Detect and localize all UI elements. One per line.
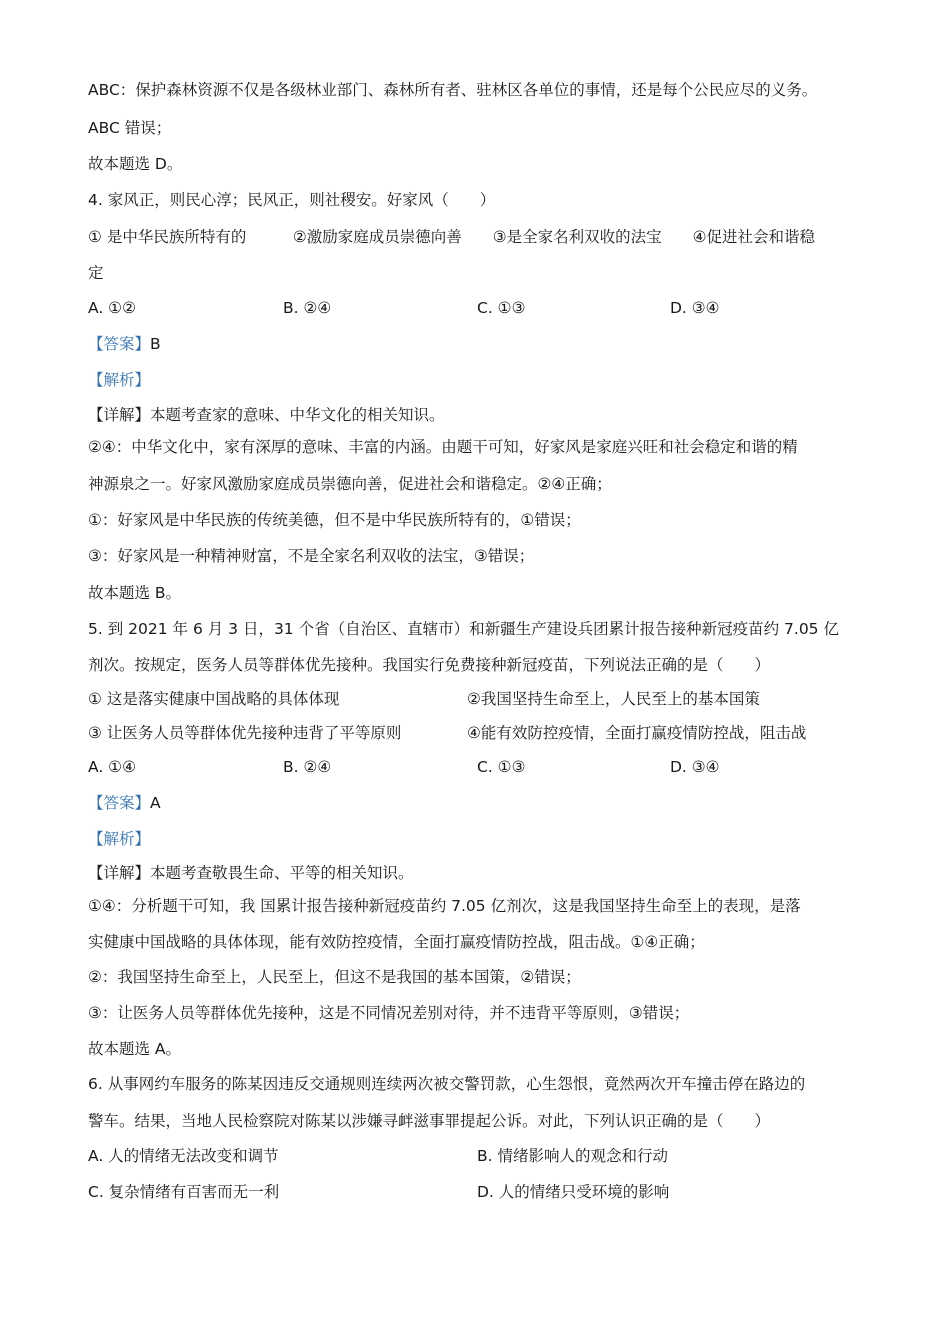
q4-conclusion: 故本题选 B。 xyxy=(88,584,182,602)
q4-explanation-2: ①：好家风是中华民族的传统美德，但不是中华民族所特有的，①错误； xyxy=(88,511,581,529)
answer-value: A xyxy=(150,794,161,812)
answer-tag: 【答案】 xyxy=(88,794,151,812)
q6-stem-cont: 警车。结果，当地人民检察院对陈某以涉嫌寻衅滋事罪提起公诉。对此，下列认识正确的是（ ） xyxy=(88,1112,771,1130)
detail-tag: 【详解】 xyxy=(88,406,151,424)
q5-explanation-1: ①④：分析题干可知，我 国累计报告接种新冠疫苗约 7.05 亿剂次，这是我国坚持生命至上的表现，是落 xyxy=(88,897,801,915)
q4-analysis-tag: 【解析】 xyxy=(88,371,151,389)
detail-text: 本题考查敬畏生命、平等的相关知识。 xyxy=(150,864,414,882)
q3-explanation: ABC：保护森林资源不仅是各级林业部门、森林所有者、驻林区各单位的事情，还是每个公民应尽的义务。 xyxy=(88,81,818,99)
q4-option-a: A. ①② xyxy=(88,299,136,317)
q6-option-c: C. 复杂情绪有百害而无一利 xyxy=(88,1183,280,1201)
q4-stem: 4. 家风正，则民心淳；民风正，则社稷安。好家风（ ） xyxy=(88,191,496,209)
q4-option-d: D. ③④ xyxy=(670,299,720,317)
q5-explanation-2: ②：我国坚持生命至上，人民至上，但这不是我国的基本国策，②错误； xyxy=(88,968,581,986)
q6-option-b: B. 情绪影响人的观念和行动 xyxy=(477,1147,668,1165)
q5-analysis-tag: 【解析】 xyxy=(88,830,151,848)
q5-answer xyxy=(88,792,161,814)
q5-item-1: ① 这是落实健康中国战略的具体体现 xyxy=(88,690,340,708)
q4-items: ① 是中华民族所特有的 ②激励家庭成员崇德向善 ③是全家名利双收的法宝 ④促进社会和谐稳 xyxy=(88,228,816,246)
q5-option-c: C. ①③ xyxy=(477,758,526,776)
q6-stem: 6. 从事网约车服务的陈某因违反交通规则连续两次被交警罚款，心生怨恨，竟然两次开车撞击停在路边的 xyxy=(88,1075,806,1093)
q5-item-3: ③ 让医务人员等群体优先接种违背了平等原则 xyxy=(88,724,402,742)
q5-item-4: ④能有效防控疫情，全面打赢疫情防控战，阻击战 xyxy=(467,724,807,742)
q4-explanation-1: ②④：中华文化中，家有深厚的意味、丰富的内涵。由题干可知，好家风是家庭兴旺和社会稳定和谐的精 xyxy=(88,438,798,456)
q4-items-cont: 定 xyxy=(88,264,104,282)
q5-explanation-3: ③：让医务人员等群体优先接种，这是不同情况差别对待，并不违背平等原则，③错误； xyxy=(88,1004,690,1022)
q5-item-2: ②我国坚持生命至上，人民至上的基本国策 xyxy=(467,690,760,708)
q5-option-d: D. ③④ xyxy=(670,758,720,776)
q5-option-a: A. ①④ xyxy=(88,758,136,776)
q4-answer xyxy=(88,333,161,355)
detail-tag: 【详解】 xyxy=(88,864,151,882)
q5-conclusion: 故本题选 A。 xyxy=(88,1040,182,1058)
q4-option-b: B. ②④ xyxy=(283,299,332,317)
q4-option-c: C. ①③ xyxy=(477,299,526,317)
q4-explanation-3: ③：好家风是一种精神财富，不是全家名利双收的法宝，③错误； xyxy=(88,547,535,565)
q5-explanation-1-cont: 实健康中国战略的具体体现，能有效防控疫情，全面打赢疫情防控战，阻击战。①④正确； xyxy=(88,933,705,951)
q5-stem: 5. 到 2021 年 6 月 3 日，31 个省（自治区、直辖市）和新疆生产建设兵团累计报告接种新冠疫苗约 7.05 亿 xyxy=(88,620,839,638)
q6-option-d: D. 人的情绪只受环境的影响 xyxy=(477,1183,670,1201)
q5-stem-cont: 剂次。按规定，医务人员等群体优先接种。我国实行免费接种新冠疫苗，下列说法正确的是（ ） xyxy=(88,656,771,674)
q6-option-a: A. 人的情绪无法改变和调节 xyxy=(88,1147,279,1165)
detail-text: 本题考查家的意味、中华文化的相关知识。 xyxy=(150,406,445,424)
answer-value: B xyxy=(150,335,161,353)
answer-tag: 【答案】 xyxy=(88,335,151,353)
q3-conclusion: 故本题选 D。 xyxy=(88,155,183,173)
q5-option-b: B. ②④ xyxy=(283,758,332,776)
q4-explanation-1-cont: 神源泉之一。好家风激励家庭成员崇德向善，促进社会和谐稳定。②④正确； xyxy=(88,475,612,493)
q5-detail xyxy=(88,862,414,884)
q4-detail xyxy=(88,404,445,426)
q3-explanation-verdict: ABC 错误； xyxy=(88,119,172,137)
